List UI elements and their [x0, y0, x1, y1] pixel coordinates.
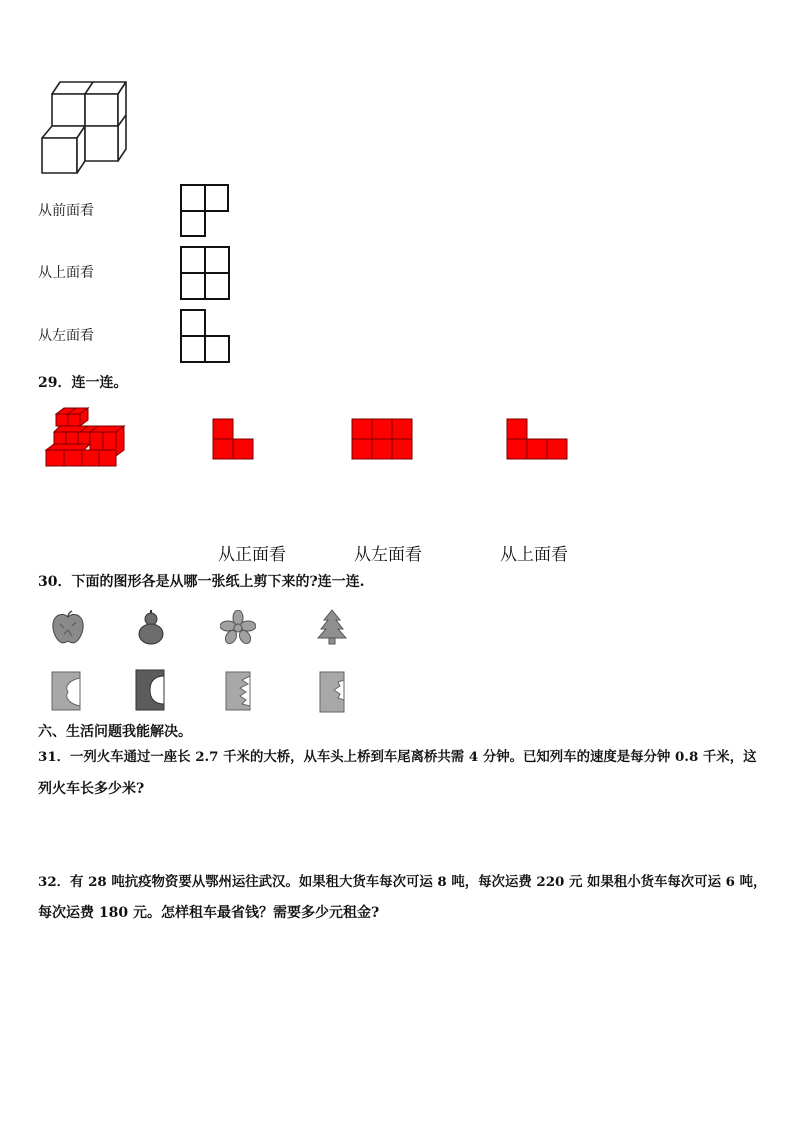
paper-arch-cut	[134, 668, 168, 712]
front-view-grid	[180, 184, 230, 238]
paper-leaf-cut	[50, 670, 84, 712]
red-view-l-shape	[212, 418, 256, 462]
paper-zigzag-cut	[224, 670, 254, 712]
view-label-left: 从左面看	[38, 328, 94, 344]
flower-shape	[220, 610, 256, 644]
q31-line2: 列火车长多少米?	[38, 781, 145, 797]
q29-title: 29．连一连。	[38, 375, 128, 391]
left-view-grid	[180, 309, 232, 365]
q30-title: 30．下面的图形各是从哪一张纸上剪下来的?连一连.	[38, 574, 365, 590]
q32-line1: 32．有 28 吨抗疫物资要从鄂州运往武汉。如果租大货车每次可运 8 吨，每次运费 220 元 如果租小货车每次可运 6 吨，	[38, 874, 767, 890]
q31-line1: 31．一列火车通过一座长 2.7 千米的大桥，从车头上桥到车尾离桥共需 4 分钟。已知列车的速度是每分钟 0.8 千米，这	[38, 749, 757, 765]
section-6-title: 六、生活问题我能解决。	[38, 724, 192, 740]
red-cube-solid	[44, 406, 126, 468]
view-label-front: 从前面看	[38, 203, 94, 219]
tree-shape	[316, 608, 348, 646]
paper-notch-cut	[318, 670, 348, 714]
view-label-top: 从上面看	[38, 265, 94, 281]
red-view-2x3	[351, 418, 415, 462]
view-label-left-29: 从左面看	[354, 545, 422, 565]
gourd-shape	[136, 608, 166, 646]
view-label-front-29: 从正面看	[218, 545, 286, 565]
apple-shape	[50, 610, 86, 646]
top-view-grid	[180, 246, 232, 302]
q32-line2: 每次运费 180 元。怎样租车最省钱？需要多少元租金?	[38, 905, 380, 921]
cube-figure	[38, 80, 130, 175]
red-view-long-l	[506, 418, 570, 462]
view-label-top-29: 从上面看	[500, 545, 568, 565]
